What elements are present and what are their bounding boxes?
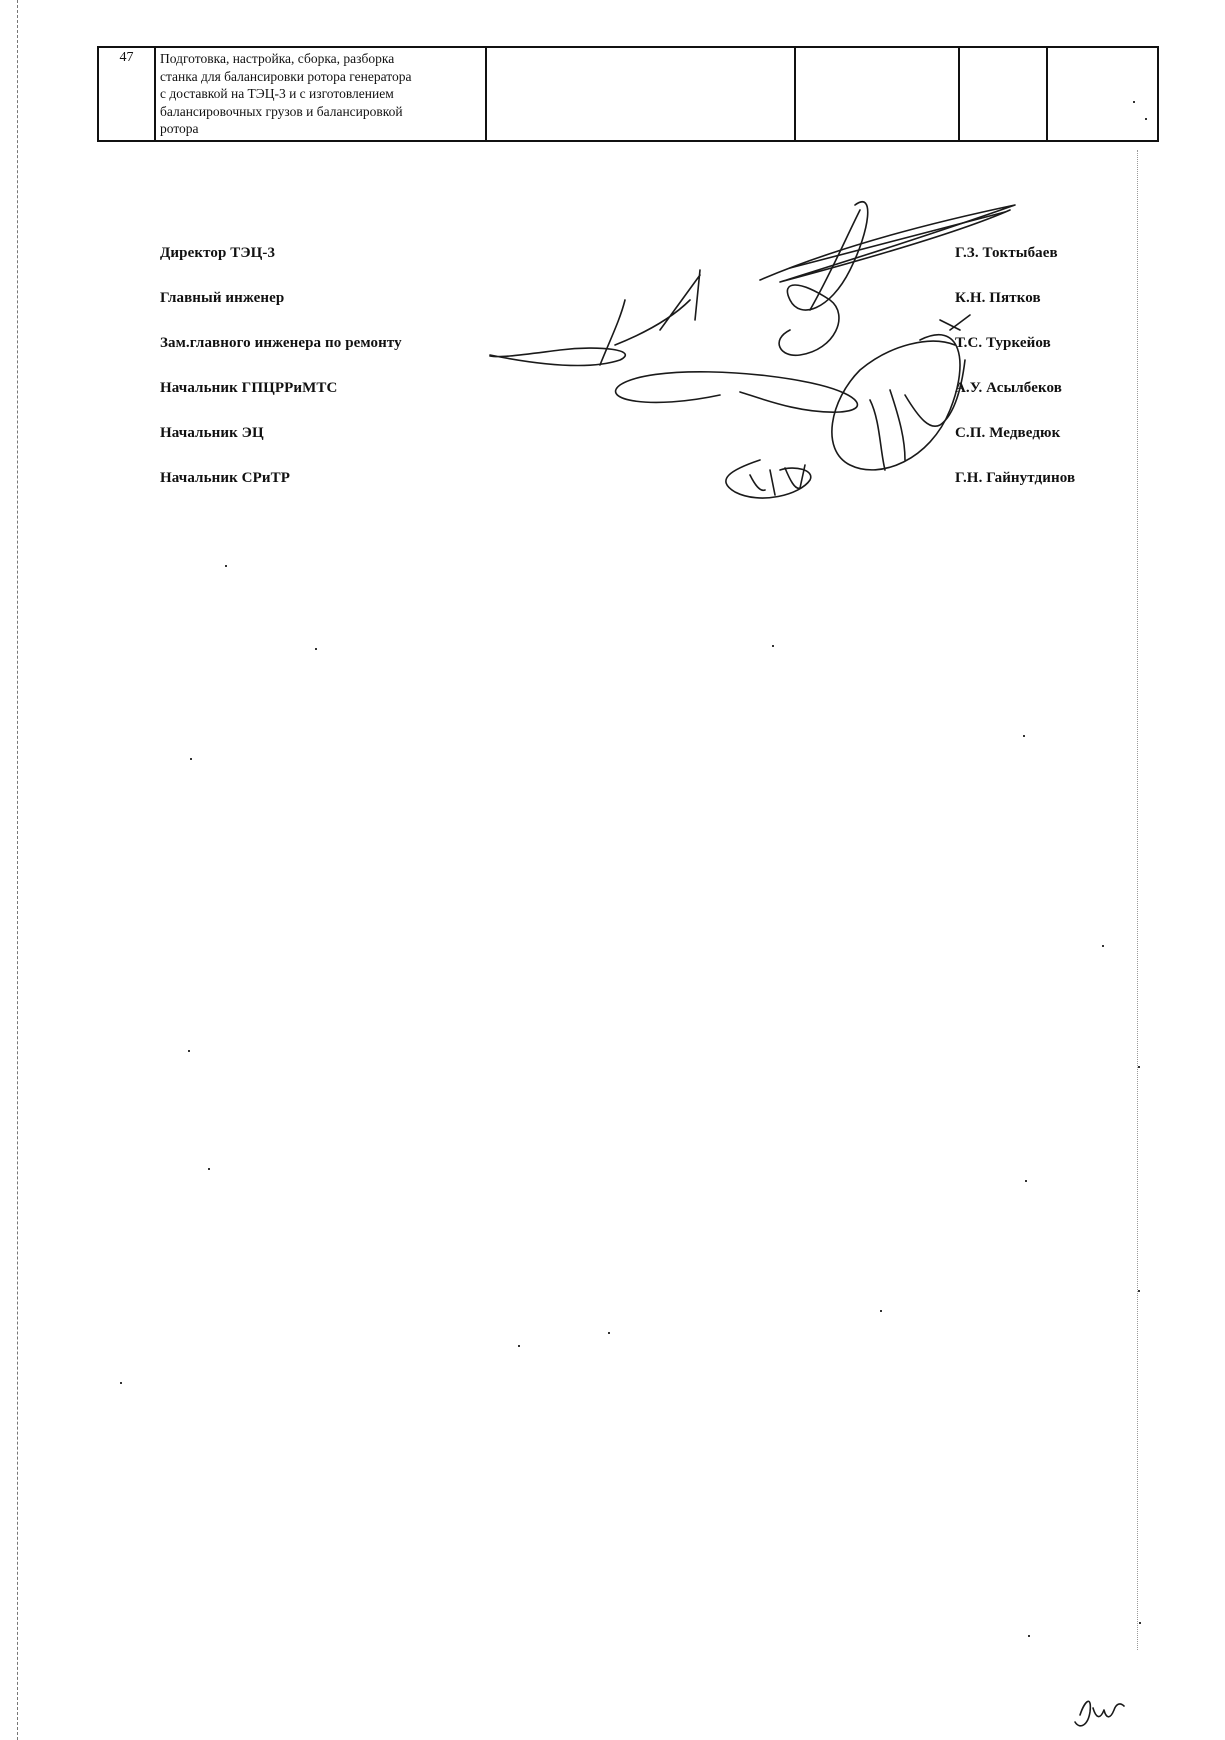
scan-speck <box>880 1310 882 1312</box>
scan-speck <box>1138 1066 1140 1068</box>
description-line: Подготовка, настройка, сборка, разборка <box>160 51 395 66</box>
scan-speck <box>190 758 192 760</box>
signatory-name: Г.Н. Гайнутдинов <box>955 470 1076 486</box>
signature-stroke <box>940 315 970 330</box>
signatory-role: Начальник ЭЦ <box>160 425 264 441</box>
signatory-role: Начальник ГПЦРРиМТС <box>160 380 338 396</box>
signatory-name: С.П. Медведюк <box>955 425 1061 441</box>
row-description <box>155 47 486 141</box>
signatory-role: Начальник СРиТР <box>160 470 290 486</box>
scan-speck <box>225 565 227 567</box>
signatory-row <box>160 380 1100 402</box>
scan-speck <box>1025 1180 1027 1182</box>
scan-speck <box>608 1332 610 1334</box>
table-cell <box>1047 47 1158 141</box>
scan-speck <box>315 648 317 650</box>
scan-speck <box>1138 1290 1140 1292</box>
scan-edge-right <box>1137 150 1138 1650</box>
description-line: ротора <box>160 121 199 136</box>
signature-stroke <box>760 205 1015 282</box>
signatory-role: Главный инженер <box>160 290 285 306</box>
signatory-name: Т.С. Туркейов <box>955 335 1051 351</box>
signature-stroke <box>1093 1704 1124 1717</box>
signatory-row <box>160 290 1100 312</box>
signature-stroke <box>870 360 965 470</box>
scan-speck <box>772 645 774 647</box>
description-line: с доставкой на ТЭЦ-3 и с изготовлением <box>160 86 394 101</box>
signatory-name: К.Н. Пятков <box>955 290 1041 306</box>
signatory-name: Г.З. Токтыбаев <box>955 245 1058 261</box>
scan-speck <box>188 1050 190 1052</box>
signatory-role: Директор ТЭЦ-3 <box>160 245 276 261</box>
signature-stroke <box>1075 1701 1090 1726</box>
description-line: станка для балансировки ротора генератора <box>160 68 412 84</box>
signatory-name: А.У. Асылбеков <box>955 380 1062 396</box>
scan-speck <box>1145 118 1147 120</box>
scan-edge-left <box>17 0 18 1740</box>
scan-speck <box>1102 945 1104 947</box>
signatory-row <box>160 425 1100 447</box>
signatory-row <box>160 335 1100 357</box>
table-cell <box>959 47 1047 141</box>
scan-speck <box>1023 735 1025 737</box>
scan-speck <box>1133 101 1135 103</box>
description-line: балансировочных грузов и балансировкой <box>160 103 403 119</box>
signatory-role: Зам.главного инженера по ремонту <box>160 335 402 351</box>
signatory-row <box>160 470 1100 492</box>
signatory-row <box>160 245 1100 267</box>
scan-speck <box>1139 1622 1141 1624</box>
scan-speck <box>1028 1635 1030 1637</box>
table-row <box>98 47 1158 141</box>
signature-stroke <box>779 202 868 356</box>
scan-speck <box>518 1345 520 1347</box>
table-cell <box>486 47 795 141</box>
scan-speck <box>120 1382 122 1384</box>
works-table <box>97 46 1159 142</box>
row-number: 47 <box>98 47 155 141</box>
scan-speck <box>208 1168 210 1170</box>
table-cell <box>795 47 959 141</box>
